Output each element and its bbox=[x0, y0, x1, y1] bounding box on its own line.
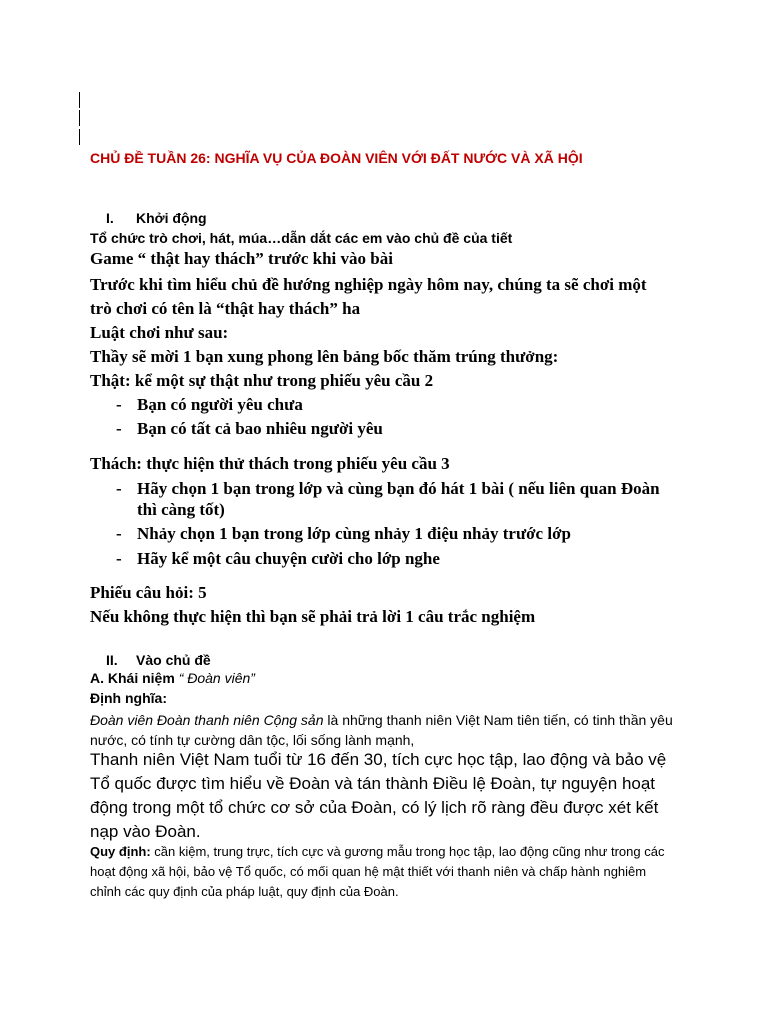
rule-paragraph bbox=[90, 842, 680, 902]
text-cursor-mark bbox=[79, 92, 80, 108]
concept-label: A. Khái niệm bbox=[90, 670, 175, 686]
fallback-line: Nếu không thực hiện thì bạn sẽ phải trả lời 1 câu trắc nghiệm bbox=[90, 607, 536, 626]
game-line: Game “ thật hay thách” trước khi vào bài bbox=[90, 249, 393, 268]
section-title: Khởi động bbox=[136, 210, 207, 226]
document-page: CHỦ ĐỀ TUẦN 26: NGHĨA VỤ CỦA ĐOÀN VIÊN VỚI ĐẤT NƯỚC VÀ XÃ HỘI I. Khởi động Tổ chức trò chơi, hát, múa…dẫn dắt các em vào chủ đề của tiết Game “ thật hay thách” trước khi vào bài Trước khi tìm hiểu chủ đề hướng nghiệp ngày hôm nay, chúng ta sẽ chơi một trò chơi có tên là “thật hay thách” ha Luật chơi như sau: Thầy sẽ mời 1 bạn xung phong lên bảng bốc thăm trúng thưởng: Thật: kể một sự thật như trong phiếu yêu cầu 2 - Bạn có người yêu chưa - Bạn có tất cả bao nhiêu người yêu Thách: thực hiện thử thách trong phiếu yêu cầu 3 - Hãy chọn 1 bạn trong lớp và cùng bạn đó hát 1 bài ( nếu liên quan Đoàn thì càng tốt) - Nhảy chọn 1 bạn trong lớp cùng nhảy 1 điệu nhảy trước lớp - Hãy kể một câu chuyện cười cho lớp nghe Phiếu câu hỏi: 5 Nếu không thực hiện thì bạn sẽ phải trả lời 1 câu trắc nghiệm II. Vào chủ đề A. Khái niệm “ Đoàn viên” Định nghĩa: Đoàn viên Đoàn thanh niên Cộng sản là những thanh niên Việt Nam tiên tiến, có tinh thần yêu nước, có tính tự cường dân tộc, lối sống lành mạnh, Thanh niên Việt Nam tuổi từ 16 đến 30, tích cực học tập, lao động và bảo vệ Tổ quốc được tìm hiểu về Đoàn và tán thành Điều lệ Đoàn, tự nguyện hoạt động trong một tổ chức cơ sở của Đoàn, có lý lịch rõ ràng đều được xét kết nạp vào Đoàn. Quy định: cần kiệm, trung trực, tích cực và gương mẫu trong học tập, lao động cũng như trong các hoạt động xã hội, bảo vệ Tổ quốc, có mối quan hệ mật thiết với thanh niên và chấp hành nghiêm chỉnh các quy định của pháp luật, quy định của Đoàn. bbox=[0, 0, 768, 1024]
rules-title: Luật chơi như sau: bbox=[90, 323, 229, 342]
concept-term: “ Đoàn viên” bbox=[178, 670, 255, 686]
dare-line: Thách: thực hiện thử thách trong phiếu yêu cầu 3 bbox=[90, 454, 450, 473]
page-title: CHỦ ĐỀ TUẦN 26: NGHĨA VỤ CỦA ĐOÀN VIÊN VỚI ĐẤT NƯỚC VÀ XÃ HỘI bbox=[90, 150, 583, 166]
concept-line bbox=[90, 670, 255, 686]
definition-label: Định nghĩa: bbox=[90, 690, 167, 706]
definition-italic: Đoàn viên Đoàn thanh niên Cộng sản bbox=[90, 712, 324, 728]
definition-text: là những thanh niên Việt Nam tiên tiến, có tinh thần yêu nước, có tính tự cường dân tộc, lối sống lành mạnh, bbox=[90, 712, 673, 748]
truth-line: Thật: kể một sự thật như trong phiếu yêu cầu 2 bbox=[90, 371, 434, 390]
intro-line: Tổ chức trò chơi, hát, múa…dẫn dắt các em vào chủ đề của tiết bbox=[90, 230, 513, 246]
description-line: Trước khi tìm hiểu chủ đề hướng nghiệp ngày hôm nay, chúng ta sẽ chơi một bbox=[90, 275, 647, 294]
rule-text: cần kiệm, trung trực, tích cực và gương mẫu trong học tập, lao động cũng như trong các hoạt động xã hội, bảo vệ Tổ quốc, có mối quan hệ mật thiết với thanh niên và chấp hành nghiêm chỉnh các quy định của pháp luật, quy định của Đoàn. bbox=[90, 844, 665, 899]
description-line: trò chơi có tên là “thật hay thách” ha bbox=[90, 299, 361, 318]
text-cursor-mark bbox=[79, 110, 80, 126]
rules-text: Thầy sẽ mời 1 bạn xung phong lên bảng bốc thăm trúng thưởng: bbox=[90, 347, 559, 366]
section-number: II. bbox=[106, 652, 118, 668]
section-title: Vào chủ đề bbox=[136, 652, 211, 668]
questions-line: Phiếu câu hỏi: 5 bbox=[90, 583, 207, 602]
definition-paragraph bbox=[90, 710, 680, 750]
text-cursor-mark bbox=[79, 129, 80, 145]
definition-big-paragraph: Thanh niên Việt Nam tuổi từ 16 đến 30, tích cực học tập, lao động và bảo vệ Tổ quốc được tìm hiểu về Đoàn và tán thành Điều lệ Đoàn, tự nguyện hoạt động trong một tổ chức cơ sở của Đoàn, có lý lịch rõ ràng đều được xét kết nạp vào Đoàn. bbox=[90, 750, 667, 841]
section-number: I. bbox=[106, 210, 114, 226]
rule-label: Quy định: bbox=[90, 844, 151, 859]
